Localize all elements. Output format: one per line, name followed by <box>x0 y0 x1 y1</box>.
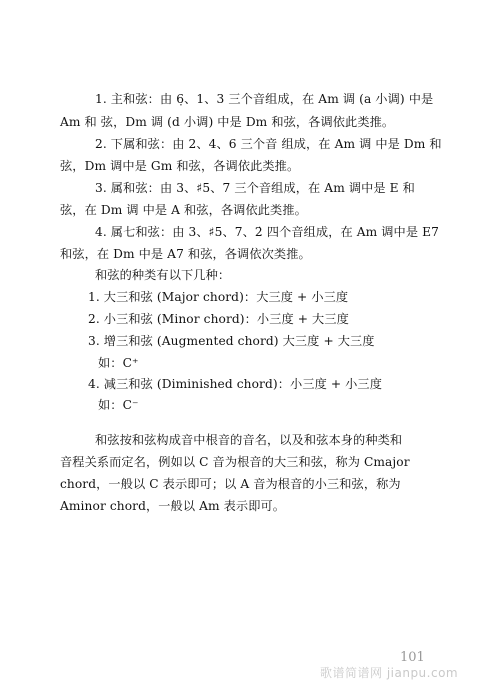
chord-type-line: 1. 主和弦：由 6̣、1、3 三个音组成，在 Am 调 (a 小调) 中是 <box>95 92 434 106</box>
chord-kinds-heading: 和弦的种类有以下几种： <box>95 268 231 282</box>
chord-kind-item: 3. 增三和弦 (Augmented chord) 大三度 + 大三度 <box>88 334 375 348</box>
chord-kind-item: 2. 小三和弦 (Minor chord)：小三度 + 大三度 <box>88 312 349 326</box>
chord-type-line: 和弦，在 Dm 中是 A7 和弦，各调依次类推。 <box>60 247 311 261</box>
chord-type-line: 4. 属七和弦：由 3、♯5、7、2̇ 四个音组成，在 Am 调中是 E7 <box>95 225 439 239</box>
chord-type-line: 弦，在 Dm 调 中是 A 和弦，各调依此类推。 <box>60 203 307 217</box>
chord-type-line: 弦，Dm 调中是 Gm 和弦，各调依此类推。 <box>60 159 300 173</box>
chord-type-line: 3. 属和弦：由 3、♯5、7 三个音组成，在 Am 调中是 E 和 <box>95 181 415 195</box>
naming-paragraph-line: chord，一般以 C 表示即可；以 A 音为根音的小三和弦，称为 <box>60 477 401 491</box>
site-watermark: 歌谱简谱网 jianpu.com <box>320 666 459 680</box>
page-number: 101 <box>400 650 425 665</box>
chord-kind-item: 1. 大三和弦 (Major chord)：大三度 + 小三度 <box>88 290 349 304</box>
chord-example: 如：C⁺ <box>98 356 139 370</box>
naming-paragraph-line: 和弦按和弦构成音中根音的音名，以及和弦本身的种类和 <box>95 433 403 447</box>
chord-example: 如：C⁻ <box>98 398 139 412</box>
naming-paragraph-line: Aminor chord，一般以 Am 表示即可。 <box>60 499 286 513</box>
chord-type-line: Am 和 弦，Dm 调 (d 小调) 中是 Dm 和弦，各调依此类推。 <box>60 115 395 129</box>
chord-type-line: 2. 下属和弦：由 2、4、6 三个音 组成，在 Am 调 中是 Dm 和 <box>95 137 442 151</box>
chord-kind-item: 4. 减三和弦 (Diminished chord)：小三度 + 小三度 <box>88 377 383 391</box>
naming-paragraph-line: 音程关系而定名，例如以 C 音为根音的大三和弦，称为 Cmajor <box>60 455 410 469</box>
